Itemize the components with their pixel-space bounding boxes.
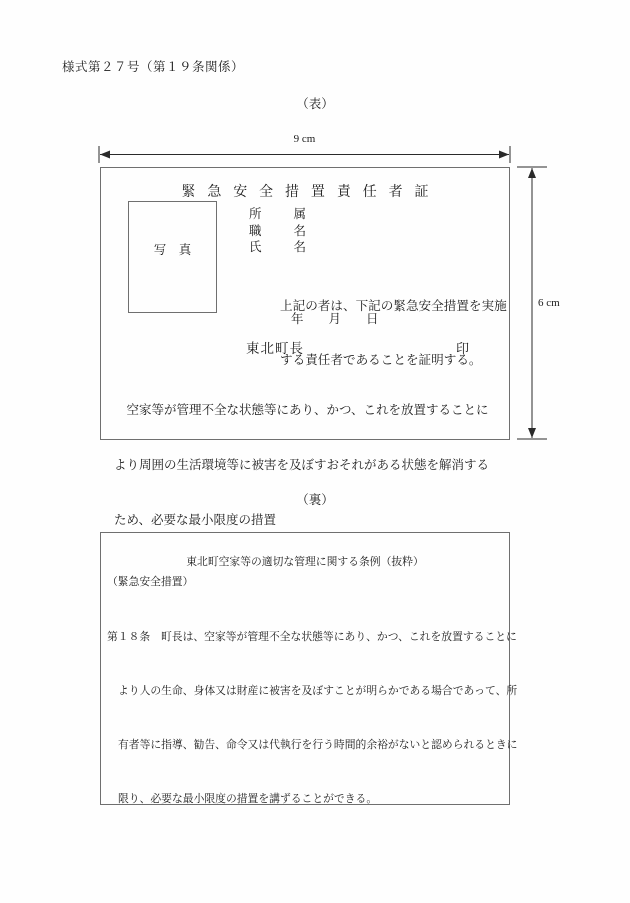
- form-number: 様式第２７号（第１９条関係）: [62, 60, 245, 74]
- height-dimension-label: 6 cm: [538, 297, 560, 309]
- ordinance-title: 東北町空家等の適切な管理に関する条例（抜粋）: [186, 556, 424, 568]
- field-name: [249, 239, 306, 256]
- seal-mark: 印: [456, 341, 470, 356]
- field-name-char-2: 名: [293, 240, 306, 254]
- height-dimension: [515, 166, 563, 440]
- ordinance-section-label: （緊急安全措置）: [107, 576, 194, 588]
- width-dimension-label: 9 cm: [293, 133, 316, 145]
- certify-line-1: 上記の者は、下記の緊急安全措置を実施: [280, 299, 507, 313]
- measure-line-3: ため、必要な最小限度の措置: [114, 512, 277, 527]
- field-job-title-char-1: 職: [249, 223, 262, 238]
- ordinance-body-line-2: より人の生命、身体又は財産に被害を及ぼすことが明らかである場合であって、所: [118, 685, 518, 697]
- width-dimension-arrow-icon: [98, 146, 511, 163]
- front-fields: [249, 206, 306, 256]
- ordinance-body-line-1: 第１８条 町長は、空家等が管理不全な状態等にあり、かつ、これを放置することに: [107, 631, 517, 643]
- front-side-label: （表）: [296, 97, 334, 111]
- ordinance-body-line-3: 有者等に指導、勧告、命令又は代執行を行う時間的余裕がないと認められるときに: [118, 739, 518, 751]
- field-name-char-1: 氏: [249, 240, 262, 254]
- field-job-title-char-2: 名: [293, 223, 306, 238]
- photo-box-label: 写 真: [153, 243, 192, 257]
- field-job-title: [249, 223, 306, 240]
- field-affiliation-char-2: 属: [293, 207, 306, 221]
- measure-line-2: より周囲の生活環境等に被害を及ぼすおそれがある状態を解消する: [114, 458, 490, 473]
- back-side-label: （裏）: [296, 493, 334, 507]
- back-card: [100, 532, 518, 805]
- field-affiliation: [249, 206, 306, 223]
- photo-box: [128, 201, 217, 313]
- front-card: [100, 167, 510, 527]
- front-card-title: 緊急安全措置責任者証: [181, 185, 441, 200]
- ordinance-body: [107, 592, 517, 844]
- width-dimension: [98, 133, 511, 163]
- certify-line-2: する責任者であることを証明する。: [280, 353, 482, 367]
- date-line: 年 月 日: [291, 312, 379, 326]
- field-affiliation-char-1: 所: [249, 207, 262, 221]
- mayor-name: 東北町長: [246, 341, 304, 356]
- ordinance-body-line-4: 限り、必要な最小限度の措置を講ずることができる。: [118, 793, 378, 805]
- measure-line-1: 空家等が管理不全な状態等にあり、かつ、これを放置することに: [114, 403, 489, 418]
